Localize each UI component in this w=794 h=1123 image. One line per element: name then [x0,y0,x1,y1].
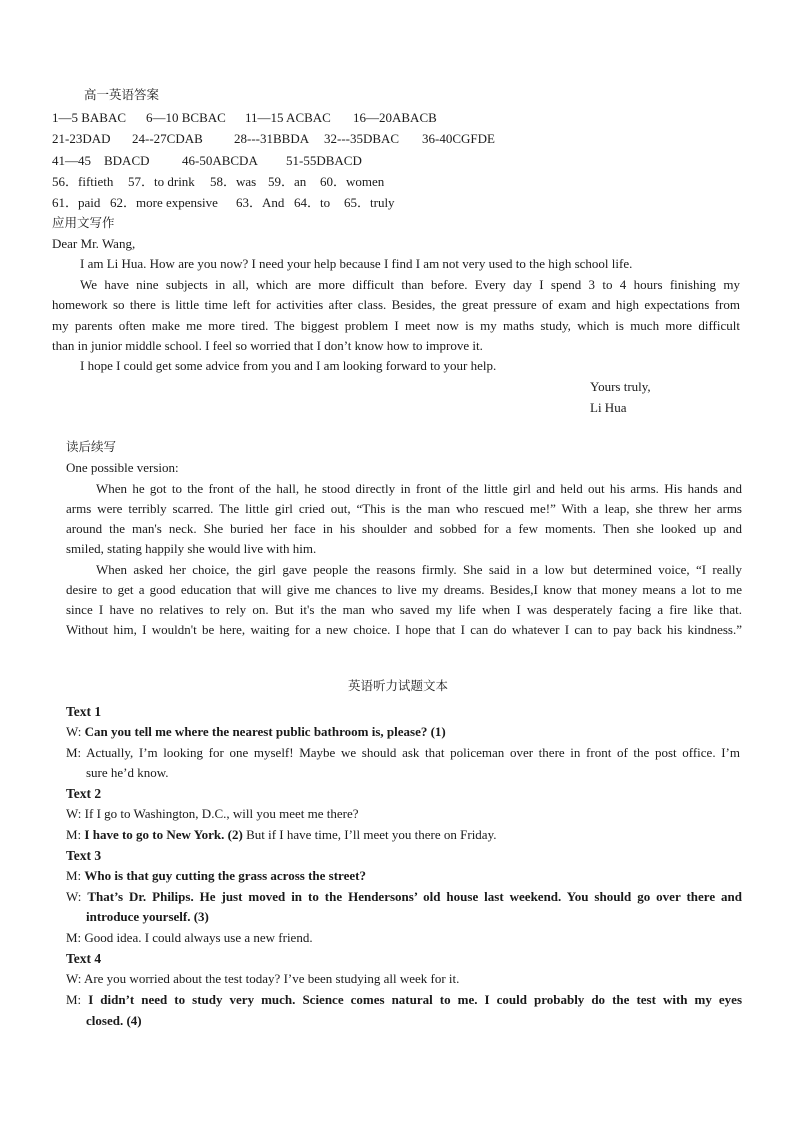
letter-line: homework so there is little time left for activities after class. Besides, the great pressure of exam and high expectations from [52,297,740,312]
dialogue-text: Good idea. I could always use a new friend. [84,930,313,945]
answer-group: 36-40CGFDE [422,131,495,146]
answer-group: 51-55DBACD [286,153,362,168]
answer-item: 63．And [236,195,285,210]
answers-row-1 [52,109,437,126]
speaker-m: M: [66,992,89,1007]
answer-item: 57．to drink [128,174,195,189]
answer-item: 65．truly [344,195,395,210]
answer-item: 56．fiftieth [52,174,114,189]
answer-group: 28---31BBDA [234,131,310,146]
letter-line: We have nine subjects in all, which are more difficult than before. Every day I spend 3 to 4 hours finishing my [80,277,740,292]
dialogue-text: Can you tell me where the nearest public bathroom is, please? (1) [84,724,446,739]
text-4-w-line [66,970,459,987]
answer-group: 6—10 BCBAC [146,110,226,125]
continuation-line: smiled, stating happily she would live with him. [66,541,317,556]
answer-group: 16—20ABACB [353,110,437,125]
text-3-w-line-cont: introduce yourself. (3) [86,909,209,924]
letter-line: than in junior middle school. I feel so worried that I don’t know how to improve it. [52,338,483,353]
dialogue-text: I didn’t need to study very much. Science comes natural to me. I could probably do the test with my eyes [88,992,742,1007]
answer-item: 59．an [268,174,307,189]
answer-group: 41—45 [52,153,91,168]
dialogue-text: Are you worried about the test today? I’ve been studying all week for it. [83,971,460,986]
text-3-w-line [66,888,742,905]
speaker-w: W: [66,889,88,904]
answer-group: 11—15 ACBAC [245,110,331,125]
listening-title: 英语听力试题文本 [348,678,449,693]
letter-signature: Li Hua [590,400,627,415]
answer-item: 58．was [210,174,257,189]
answer-group: 21-23DAD [52,131,111,146]
answer-group: BDACD [104,153,150,168]
dialogue-text: Actually, I’m looking for one myself! Maybe we should ask that policeman over there in front of the post office. I’m [86,745,740,760]
text-2-m-line [66,826,496,843]
text-1-w-line [66,723,446,740]
continuation-intro: One possible version: [66,460,179,475]
text-4-m-line [66,991,742,1008]
letter-salutation: Dear Mr. Wang, [52,236,136,251]
continuation-heading: 读后续写 [66,439,117,454]
text-1-m-line [66,744,740,761]
continuation-line: arms were terribly scarred. The little girl cried out, “This is the man who rescued me!” With a leap, she threw her arms [66,501,742,516]
letter-line: I hope I could get some advice from you and I am looking forward to your help. [80,358,497,373]
text-4-m-line-cont: closed. (4) [86,1013,142,1028]
dialogue-text: But if I have time, I’ll meet you there on Friday. [242,827,497,842]
text-2-w-line [66,805,358,822]
speaker-m: M: [66,827,85,842]
speaker-w: W: [66,971,84,986]
text-1-m-line-cont: sure he’d know. [86,765,169,780]
dialogue-text: That’s Dr. Philips. He just moved in to the Hendersons’ old house last weekend. You should go over there and [87,889,743,904]
continuation-line: Without him, I wouldn't be here, waiting for a new choice. I hope that I can do whatever I can to pay back his kindness.” [66,622,742,637]
dialogue-text-bold: I have to go to New York. (2) [84,827,243,842]
answer-item: 62．more expensive [110,195,218,210]
continuation-line: When asked her choice, the girl gave people the reasons firmly. She said in a low but determined voice, “I really [96,562,742,577]
continuation-line: around the man's neck. She buried her face in his shoulder and sobbed for a few moments. Then she looked up and [66,521,742,536]
answers-title: 高一英语答案 [84,87,160,102]
letter-line: my parents often make me more tired. The biggest problem I meet now is my maths study, which is much more difficult [52,318,740,333]
answer-group: 32---35DBAC [324,131,400,146]
answer-item: 64．to [294,195,331,210]
answers-row-4 [52,173,384,190]
text-1-label: Text 1 [66,704,102,719]
answer-group: 1—5 BABAC [52,110,127,125]
answers-row-5 [52,194,395,211]
speaker-m: M: [66,745,87,760]
continuation-line: desire to get a good education that will give me chances to live my dreams. Besides,I know that money means a lot to me [66,582,742,597]
answer-group: 46-50ABCDA [182,153,258,168]
continuation-line: since I have no relatives to rely on. But it's the man who saved my life when I was desperately facing a fire like that. [66,602,742,617]
continuation-line: When he got to the front of the hall, he stood directly in front of the little girl and held out his arms. His hands and [96,481,742,496]
answer-group: 24--27CDAB [132,131,203,146]
answer-item: 60．women [320,174,385,189]
answers-row-3 [52,152,362,169]
speaker-m: M: [66,930,85,945]
speaker-m: M: [66,868,85,883]
text-3-m-line [66,867,366,884]
text-3-label: Text 3 [66,848,102,863]
letter-heading: 应用文写作 [52,215,115,230]
text-3-m2-line [66,929,313,946]
speaker-w: W: [66,724,85,739]
answer-item: 61．paid [52,195,101,210]
text-4-label: Text 4 [66,951,102,966]
speaker-w: W: [66,806,85,821]
letter-closing: Yours truly, [590,379,651,394]
letter-line: I am Li Hua. How are you now? I need your help because I find I am not very used to the high school life. [80,256,633,271]
text-2-label: Text 2 [66,786,102,801]
answers-row-2 [52,130,495,147]
dialogue-text: If I go to Washington, D.C., will you meet me there? [84,806,359,821]
dialogue-text: Who is that guy cutting the grass across the street? [84,868,366,883]
